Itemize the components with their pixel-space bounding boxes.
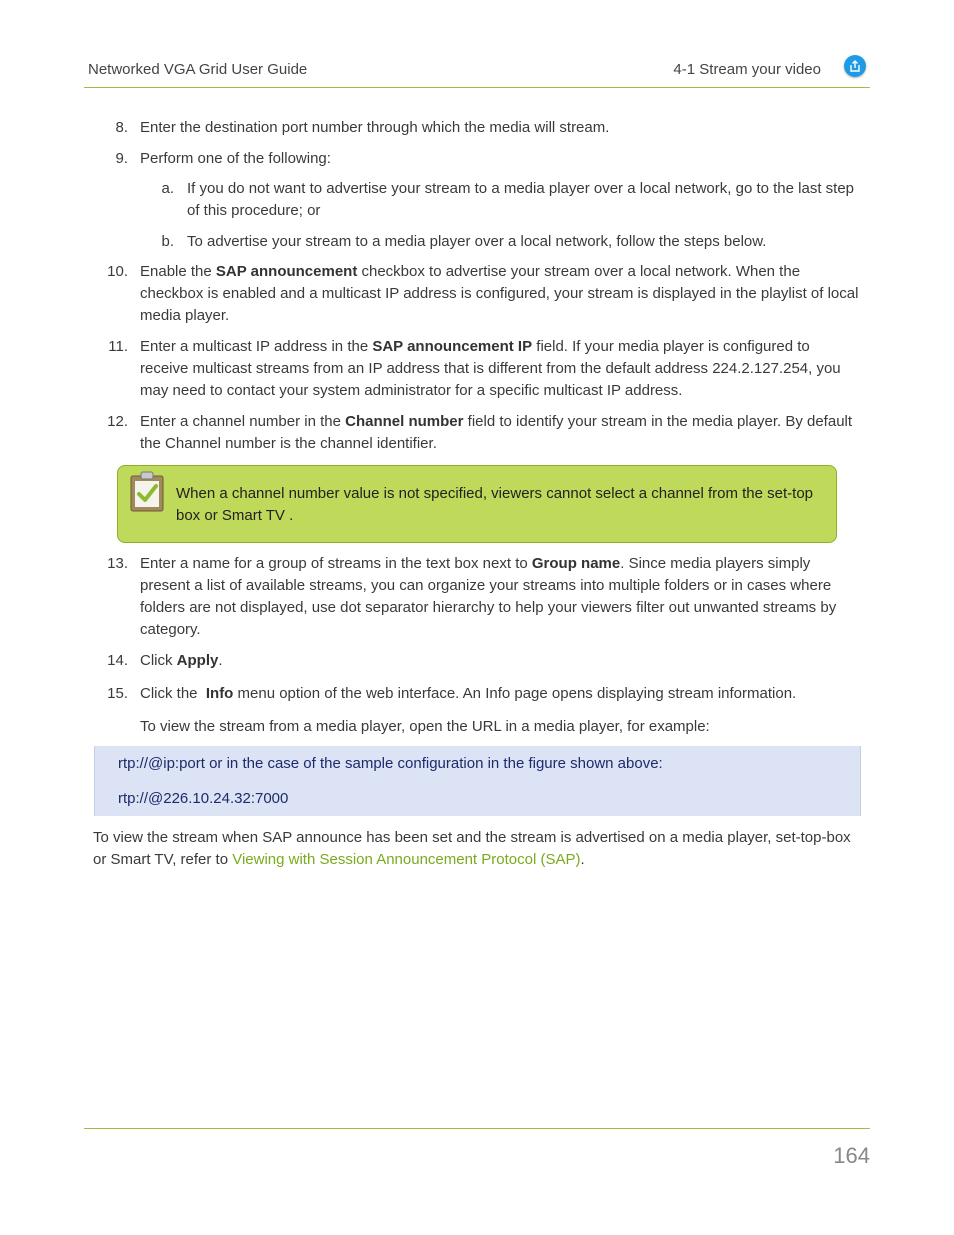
page-number: 164 (833, 1143, 870, 1168)
share-icon[interactable] (844, 55, 866, 77)
clipboard-check-icon (129, 471, 165, 513)
sub-step-text: To advertise your stream to a media player over a local network, follow the steps below. (187, 233, 767, 250)
step-number: 15. (107, 685, 128, 702)
step-note-text: To view the stream from a media player, open the URL in a media player, for example: (140, 718, 710, 735)
step-number: 8. (115, 119, 128, 136)
ui-term: SAP announcement (215, 263, 358, 280)
step-text: Click the Info menu option of the web interface. An Info page opens displaying stream information. (140, 685, 797, 702)
step-number: 14. (107, 652, 128, 669)
step-number: 12. (107, 413, 128, 430)
step-text: Enter a multicast IP address in the SAP announcement IP field. If your media player is configured to receive multicast streams from an IP address that is different from the default address 224.2.127.254, you may need to contact your system administrator for a specific multicast IP address. (140, 338, 841, 399)
sub-step-letter: a. (161, 180, 174, 197)
step-number: 11. (108, 338, 128, 355)
ui-term: Apply (176, 652, 219, 669)
step-text: Enter a name for a group of streams in the text box next to Group name. Since media players simply present a list of available streams, you can organize your streams into multiple folders or in cases where folders are not displayed, use dot separator hierarchy to help your viewers filter out unwanted streams by category. (140, 555, 837, 638)
page-header (84, 52, 870, 88)
step-text: Click Apply. (140, 652, 223, 669)
section-title: 4-1 Stream your video (673, 61, 821, 78)
doc-title: Networked VGA Grid User Guide (88, 61, 308, 78)
sap-link[interactable]: Viewing with Session Announcement Protocol (SAP) (232, 851, 581, 868)
step-text: Enable the SAP announcement checkbox to advertise your stream over a local network. When the checkbox is enabled and a multicast IP address is configured, your stream is displayed in the playlist of local media player. (140, 263, 859, 324)
sub-step-letter: b. (161, 233, 174, 250)
sub-step-text: If you do not want to advertise your stream to a media player over a local network, go to the last step of this procedure; or (187, 180, 855, 219)
step-number: 13. (107, 555, 128, 572)
step-text: Enter the destination port number through which the media will stream. (140, 119, 610, 136)
tip-callout (117, 465, 837, 543)
footer-rule (84, 1128, 870, 1129)
step-text: Enter a channel number in the Channel number field to identify your stream in the media player. By default the Channel number is the channel identifier. (140, 413, 853, 452)
ui-term: Channel number (345, 413, 464, 430)
code-block (94, 746, 861, 816)
step-number: 10. (107, 263, 128, 280)
step-text: Perform one of the following: (140, 150, 331, 167)
ui-term: SAP announcement IP (372, 338, 533, 355)
ui-term: Info (205, 685, 234, 702)
closing-paragraph: To view the stream when SAP announce has been set and the stream is advertised on a media player, set-top-box or Smart TV, refer to Viewing with Session Announcement Protocol (SAP). (93, 829, 851, 868)
code-line: rtp://@ip:port or in the case of the sample configuration in the figure shown above: (118, 755, 663, 772)
ui-term: Group name (531, 555, 621, 572)
step-number: 9. (115, 150, 128, 167)
tip-text: When a channel number value is not specified, viewers cannot select a channel from the set-top box or Smart TV . (176, 485, 814, 524)
code-line: rtp://@226.10.24.32:7000 (118, 790, 289, 807)
